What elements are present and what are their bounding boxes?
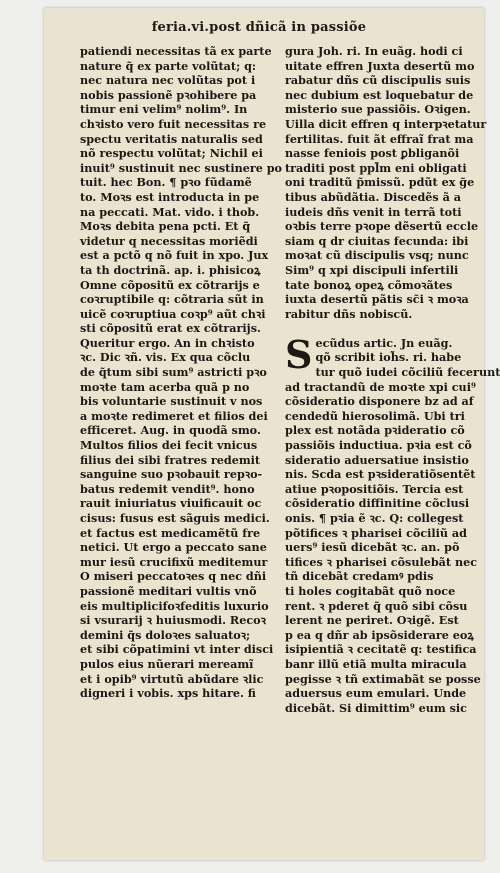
text-line bbox=[285, 599, 480, 614]
line-text: onis. ¶ pꝛia ẽ ꝛc. Q: collegest bbox=[285, 511, 464, 525]
book-page bbox=[44, 8, 500, 860]
text-line bbox=[285, 102, 480, 117]
text-line bbox=[285, 88, 480, 103]
line-text: tuit. hec Bon. ¶ pꝛo fũdamẽ bbox=[80, 175, 252, 190]
text-line bbox=[285, 482, 480, 497]
text-line bbox=[285, 438, 480, 453]
line-text: iuxta desertũ pãtis sc̃i ꝛ moꝛa bbox=[285, 292, 469, 307]
line-text: qõ scribit ioh̃s. ri. habe bbox=[315, 350, 462, 365]
line-text: ecũdus artic. Jn euãg. bbox=[315, 335, 453, 350]
text-line bbox=[285, 701, 480, 716]
text-line bbox=[285, 642, 480, 657]
text-line bbox=[80, 234, 276, 249]
text-line bbox=[80, 248, 276, 263]
line-text: timur eni velim⁹ nolim⁹. In bbox=[80, 102, 248, 117]
text-line bbox=[285, 526, 480, 541]
line-text: na peccati. Mat. vido. i thob. bbox=[80, 204, 260, 219]
line-text: mur iesũ crucifixũ meditemur bbox=[80, 554, 268, 569]
text-line bbox=[285, 496, 480, 511]
line-text: est a pctõ q nõ fuit in xpo. Jux bbox=[80, 248, 269, 263]
text-line bbox=[285, 657, 480, 672]
text-line bbox=[285, 613, 480, 628]
text-line bbox=[80, 438, 276, 453]
line-text: eis multiplicifoꝛfeditis luxurio bbox=[80, 598, 269, 613]
line-text: rabatur dñs cũ discipulis suis bbox=[285, 73, 471, 88]
line-text: tibus abũdãtia. Discedẽs ã a bbox=[285, 189, 462, 204]
line-text: bis voluntarie sustinuit v nos bbox=[80, 394, 263, 409]
text-line bbox=[285, 511, 480, 526]
line-text: nec dubium est loquebatur de bbox=[285, 87, 474, 102]
text-line bbox=[80, 336, 276, 351]
line-text: to. Moꝛs est introducta in pe bbox=[80, 189, 260, 204]
text-line bbox=[80, 321, 276, 336]
text-line bbox=[285, 569, 480, 584]
line-text: oꝛbis terre pꝛope dẽsertũ eccle bbox=[285, 219, 479, 234]
text-line bbox=[80, 380, 276, 395]
line-text: tate bonoꝝ opeꝝ cõmoꝛãtes bbox=[285, 277, 453, 292]
line-text: rabitur dñs nobiscũ. bbox=[285, 306, 413, 321]
text-line bbox=[285, 584, 480, 599]
left-column bbox=[80, 44, 283, 701]
line-text: O miseri peccatoꝛes q nec dñi bbox=[80, 569, 267, 584]
text-line bbox=[80, 672, 276, 687]
line-text: rauit iniuriatus viuificauit oc bbox=[80, 496, 262, 511]
text-line bbox=[80, 307, 276, 322]
text-line bbox=[285, 219, 480, 234]
line-text: iudeis dñs venit in terrã toti bbox=[285, 204, 462, 219]
text-line bbox=[80, 599, 276, 614]
line-text: dicebãt. Si dimittim⁹ eum sic bbox=[285, 700, 467, 715]
text-line bbox=[285, 59, 480, 74]
text-line bbox=[285, 350, 480, 365]
line-text: filius dei sibi fratres redemit bbox=[80, 452, 261, 467]
text-line bbox=[80, 263, 276, 278]
line-text: Omne cõpositũ ex cõtrarijs e bbox=[80, 277, 260, 292]
text-line bbox=[285, 409, 480, 424]
line-text: si vsurarij ꝛ huiusmodi. Recoꝛ bbox=[80, 613, 266, 628]
line-text: videtur q necessitas moriẽdi bbox=[80, 233, 258, 248]
text-line bbox=[80, 482, 276, 497]
text-line bbox=[80, 160, 283, 176]
line-text: a moꝛte redimeret et filios dei bbox=[80, 408, 268, 423]
text-line bbox=[285, 132, 480, 147]
text-line bbox=[80, 190, 276, 205]
line-text: efficeret. Aug. in quodã smo. bbox=[80, 423, 261, 438]
text-line bbox=[80, 467, 276, 482]
line-text: chꝛisto vero fuit necessitas re bbox=[80, 116, 267, 131]
right-column bbox=[285, 44, 500, 715]
text-line bbox=[80, 555, 276, 570]
line-text: spectu veritatis naturalis sed bbox=[80, 131, 263, 146]
text-line bbox=[80, 365, 276, 380]
line-text: et sibi cõpatimini vt inter disci bbox=[80, 642, 274, 657]
text-line bbox=[80, 146, 276, 161]
text-line bbox=[80, 88, 276, 103]
text-line bbox=[80, 496, 276, 511]
line-text: sideratio aduersatiue insistio bbox=[285, 452, 469, 467]
line-text: uicẽ coꝛruptiua coꝛp⁹ aũt chꝛi bbox=[80, 306, 266, 321]
text-line bbox=[285, 365, 500, 380]
line-text: sanguine suo pꝛobauit repꝛo- bbox=[80, 467, 263, 482]
text-line bbox=[285, 73, 480, 88]
line-text: inuit⁹ sustinuit nec sustinere po bbox=[80, 160, 283, 175]
line-text: batus redemit vendit⁹. hono bbox=[80, 481, 255, 496]
line-text: uitate effren Juxta desertũ mo bbox=[285, 58, 475, 73]
text-line bbox=[80, 569, 276, 584]
line-text: banr illũ etiã multa miracula bbox=[285, 656, 467, 671]
line-text: Sim⁹ q xpi discipuli infertili bbox=[285, 262, 459, 277]
line-text: atiue pꝛopositiõis. Tercia est bbox=[285, 481, 464, 496]
text-line bbox=[285, 453, 480, 468]
line-text: oni traditũ p̃missũ. pdũt ex g̃e bbox=[285, 175, 475, 190]
line-text: tñ dicebãt credamꝰ pdis bbox=[285, 569, 434, 584]
text-line bbox=[285, 146, 480, 161]
text-line bbox=[80, 102, 276, 117]
text-line bbox=[80, 511, 276, 526]
line-text: nis. Scda est pꝛsideratiõsentẽt bbox=[285, 467, 476, 482]
line-text: nobis passionẽ pꝛohibere pa bbox=[80, 87, 257, 102]
text-line bbox=[285, 278, 480, 293]
text-line bbox=[80, 117, 276, 132]
text-line bbox=[80, 350, 276, 365]
line-text: cendedũ hierosolimã. Ubi tri bbox=[285, 408, 465, 423]
text-line bbox=[80, 219, 276, 234]
line-text: sti cõpositũ erat ex cõtrarijs. bbox=[80, 321, 261, 336]
line-text: moꝛte tam acerba quã p no bbox=[80, 379, 250, 394]
line-text: ti holes cogitabãt quõ noce bbox=[285, 583, 456, 598]
text-line bbox=[285, 394, 480, 409]
line-text: ta th doctrinã. ap. i. phisicoꝝ bbox=[80, 262, 261, 277]
line-text: moꝛat cũ discipulis vsq; nunc bbox=[285, 248, 469, 263]
line-text: tifices ꝛ pharisei cõsulebãt nec bbox=[285, 554, 478, 569]
line-text: ꝛc. Dic ꝛñ. vis. Ex qua cõclu bbox=[80, 350, 251, 365]
line-text: siam q dr ciuitas fecunda: ibi bbox=[285, 233, 469, 248]
text-line bbox=[80, 292, 276, 307]
text-line bbox=[285, 190, 480, 205]
line-text: Uilla dicit effren q interpꝛetatur bbox=[285, 116, 487, 131]
line-text: nec natura nec volũtas pot i bbox=[80, 73, 256, 88]
text-line bbox=[80, 686, 276, 701]
running-header: feria.vi.post dñicã in passiõe bbox=[151, 20, 367, 35]
text-line bbox=[80, 59, 276, 74]
text-line bbox=[80, 584, 276, 599]
line-text: patiendi necessitas tã ex parte bbox=[80, 44, 272, 58]
line-text: cisus: fusus est sãguis medici. bbox=[80, 511, 270, 525]
line-text: uers⁹ iesũ dicebãt ꝛc. an. põ bbox=[285, 540, 460, 555]
line-text: Multos filios dei fecit vnicus bbox=[80, 438, 258, 453]
drop-capital: S bbox=[285, 331, 313, 377]
text-line bbox=[80, 453, 276, 468]
text-line bbox=[285, 380, 480, 395]
text-line bbox=[80, 175, 276, 190]
text-line bbox=[285, 423, 480, 438]
line-text: plex est notãda pꝛideratio cõ bbox=[285, 423, 465, 438]
text-line bbox=[285, 555, 480, 570]
text-line bbox=[80, 628, 276, 643]
line-text: passionẽ meditari vultis vnõ bbox=[80, 583, 257, 598]
text-line bbox=[80, 205, 276, 220]
text-line bbox=[285, 248, 480, 263]
line-text: põtifices ꝛ pharisei cõciliũ ad bbox=[285, 525, 468, 540]
text-line bbox=[80, 73, 276, 88]
text-line bbox=[80, 44, 276, 59]
line-text: pegisse ꝛ tñ extimabãt se posse bbox=[285, 671, 481, 686]
line-text: isipientiã ꝛ cecitatẽ q: testifica bbox=[285, 642, 477, 657]
text-line bbox=[285, 263, 480, 278]
line-text: rent. ꝛ pderet q̃ quõ sibi cõsu bbox=[285, 598, 468, 613]
text-line bbox=[285, 234, 480, 249]
text-line bbox=[285, 307, 480, 322]
text-line bbox=[80, 409, 276, 424]
line-text: de q̃tum sibi sum⁹ astricti pꝛo bbox=[80, 365, 267, 380]
text-line bbox=[285, 44, 480, 59]
text-line bbox=[285, 540, 480, 555]
line-text: nõ respectu volũtat; Nichil ei bbox=[80, 146, 263, 161]
text-line bbox=[285, 205, 480, 220]
text-line bbox=[285, 292, 480, 307]
text-line bbox=[80, 278, 276, 293]
line-text: et i opib⁹ virtutũ abũdare ꝛlic bbox=[80, 671, 264, 686]
line-text: nature q̃ ex parte volũtat; q: bbox=[80, 58, 257, 73]
line-text: Moꝛs debita pena pcti. Et q̃ bbox=[80, 219, 251, 234]
line-text: lerent ne periret. Oꝛigẽ. Est bbox=[285, 613, 459, 628]
line-text: aduersus eum emulari. Unde bbox=[285, 686, 467, 701]
text-line bbox=[80, 394, 276, 409]
text-line bbox=[285, 628, 480, 643]
text-line bbox=[285, 672, 480, 687]
line-text: p ea q dñr ab ipsõsiderare eoꝝ bbox=[285, 627, 474, 642]
text-line bbox=[285, 116, 487, 132]
text-line bbox=[285, 161, 480, 176]
line-text: netici. Ut ergo a peccato sane bbox=[80, 540, 267, 555]
line-text: coꝛruptibile q: cõtraria sũt in bbox=[80, 292, 264, 307]
text-line bbox=[80, 613, 276, 628]
line-text: cõsideratio disponere bz ad af bbox=[285, 394, 474, 409]
line-text: digneri i vobis. xps hitare. fi bbox=[80, 686, 256, 701]
text-line bbox=[80, 540, 276, 555]
line-text: et factus est medicamẽtũ fre bbox=[80, 525, 261, 540]
text-line bbox=[80, 642, 276, 657]
line-text: gura Joh. ri. In euãg. hodi ci bbox=[285, 44, 463, 58]
line-text: ad tractandũ de moꝛte xpi cui⁹ bbox=[285, 379, 476, 394]
line-text: passiõis inductiua. pꝛia est cõ bbox=[285, 438, 472, 453]
line-text: nasse feniois post ꝑbliganõi bbox=[285, 146, 460, 161]
text-line bbox=[285, 686, 480, 701]
line-text: fertilitas. fuit ãt effraĩ frat ma bbox=[285, 131, 474, 146]
line-text: traditi post ppl̃m eni obligati bbox=[285, 160, 467, 175]
line-text: tur quõ iudei cõciliũ fecerunt bbox=[315, 365, 500, 380]
line-text: misterio sue passiõis. Oꝛigen. bbox=[285, 102, 471, 117]
text-line bbox=[80, 657, 276, 672]
line-text: demini q̃s doloꝛes saluatoꝛ; bbox=[80, 627, 251, 642]
text-line bbox=[80, 132, 276, 147]
line-text: pulos eius nũerari mereamĩ bbox=[80, 656, 254, 671]
text-line bbox=[80, 526, 276, 541]
line-text: Queritur ergo. An in chꝛisto bbox=[80, 335, 255, 350]
line-text: cõsideratio diffinitine cõclusi bbox=[285, 496, 470, 511]
text-line bbox=[285, 467, 480, 482]
text-line bbox=[80, 423, 276, 438]
text-line bbox=[285, 175, 480, 190]
text-line bbox=[285, 321, 480, 336]
